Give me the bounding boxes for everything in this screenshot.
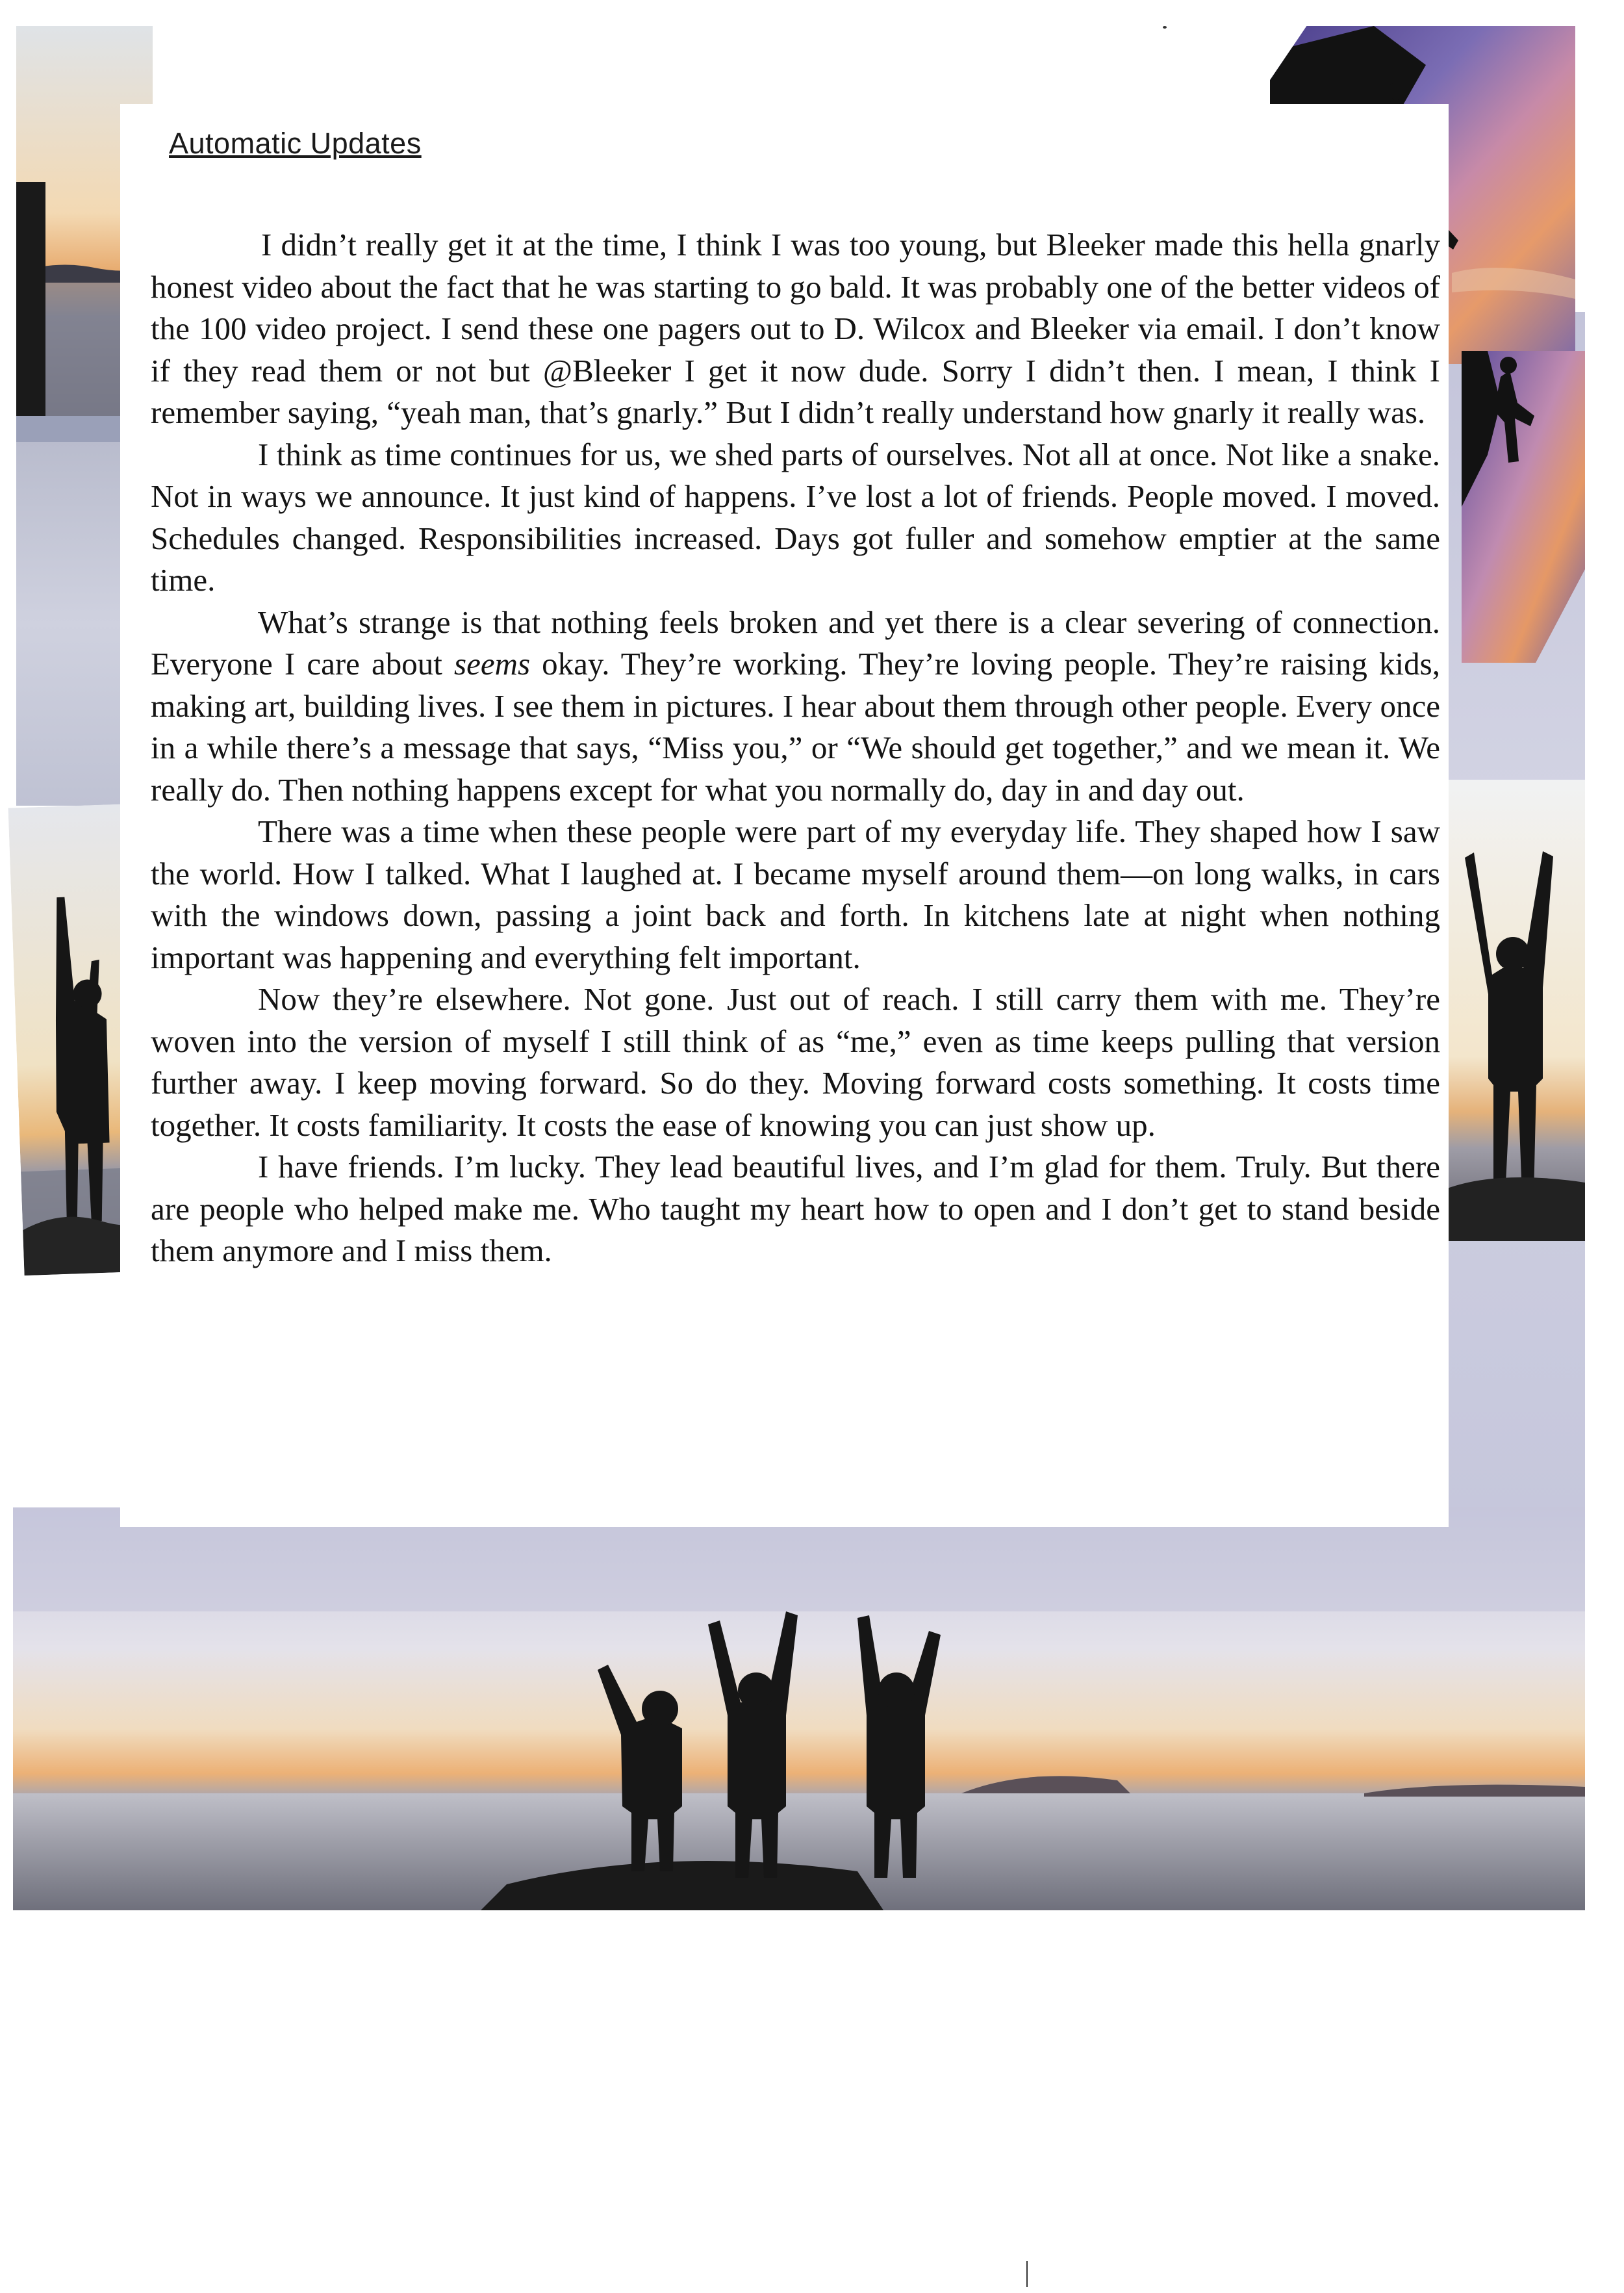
- scan-speck: [1163, 26, 1167, 29]
- paragraph: I didn’t really get it at the time, I think I was too young, but Bleeker made this hella gnarly honest video about the fact that he was starting to go bald. It was probably one of the better videos of the 100 video project. I send these one pagers out to D. Wilcox and Bleeker via email. I don’t know if they read them or not but @Bleeker I get it now dude. Sorry I didn’t then. I mean, I think I remember saying, “yeah man, that’s gnarly.” But I didn’t really understand how gnarly it really was.: [151, 227, 1440, 430]
- climber-silhouette-photo-right: [1462, 351, 1585, 663]
- lavender-sky-strip-left: [16, 442, 127, 806]
- emphasis-text: seems: [454, 646, 531, 682]
- paragraph: There was a time when these people were part of my everyday life. They shaped how I saw the world. How I talked. What I laughed at. I became myself around them—on long walks, in cars with the windows down, passing a joint back and forth. In kitchens late at night when nothing important was happening and everything felt important.: [151, 813, 1440, 975]
- scan-speck: [1026, 2261, 1028, 2287]
- three-friends-silhouette-scene: [13, 1507, 1585, 1910]
- climber-silhouette-scene: [1462, 351, 1585, 663]
- paragraph: I think as time continues for us, we shed parts of ourselves. Not all at once. Not like a snake. Not in ways we announce. It just kind of happens. I’ve lost a lot of friends. People moved. I moved. Schedules changed. Responsibilities increased. Days got fuller and somehow emptier at the same time.: [151, 436, 1440, 598]
- paragraph: What’s strange is that nothing feels broken and yet there is a clear severing of connection. Everyone I care about seems okay. They’re working. They’re loving people. They’re raising kids, making art, building lives. I see them in pictures. I hear about them through other people. Every once in a while there’s a message that says, “Miss you,” or “We should get together,” and we mean it. We really do. Then nothing happens except for what you normally do, day in and day out.: [151, 604, 1440, 808]
- paragraph: Now they’re elsewhere. Not gone. Just out of reach. I still carry them with me. They’re woven into the version of myself I still think of as “me,” even as time keeps pulling that version further away. I keep moving forward. So do they. Moving forward costs something. It costs time together. It costs familiarity. It costs the ease of knowing you can just show up.: [151, 981, 1440, 1143]
- raised-arms-silhouette-photo-right: [1445, 780, 1585, 1241]
- three-friends-silhouette-photo-bottom: [13, 1507, 1585, 1910]
- raised-arms-silhouette-scene: [1445, 780, 1585, 1241]
- document-title: Automatic Updates: [169, 127, 422, 160]
- paragraph: I have friends. I’m lucky. They lead beautiful lives, and I’m glad for them. Truly. But there are people who helped make me. Who taught my heart how to open and I don’t get to stand beside them anymore and I miss them.: [151, 1149, 1440, 1268]
- document-body: [151, 224, 1440, 1272]
